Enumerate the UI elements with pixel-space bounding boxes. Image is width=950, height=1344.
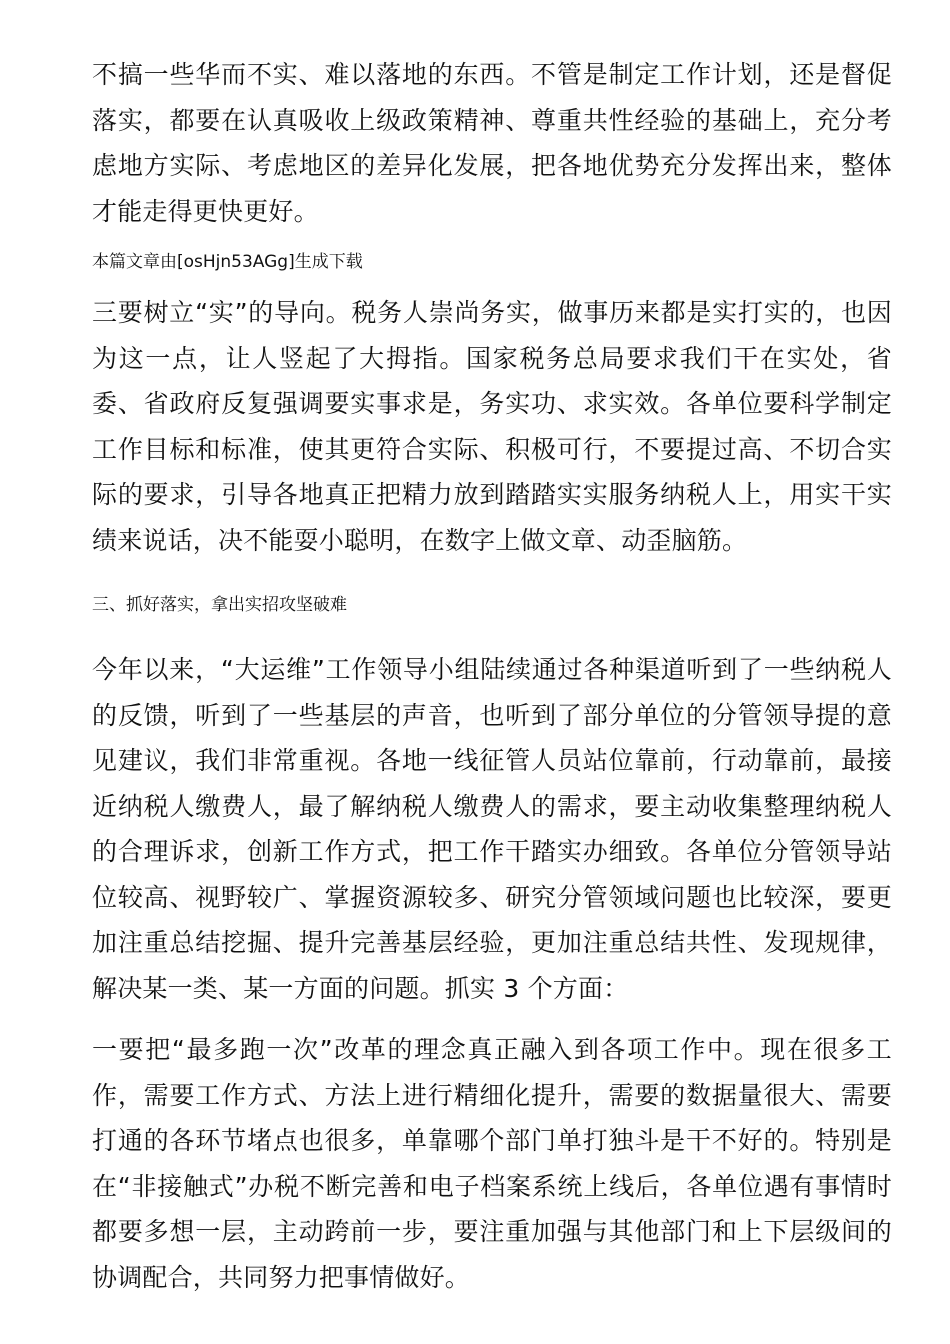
document-page: [92, 52, 892, 1300]
paragraph-intro-continuation: 不搞一些华而不实、难以落地的东西。不管是制定工作计划，还是督促落实，都要在认真吸收上级政策精神、尊重共性经验的基础上，充分考虑地方实际、考虑地区的差异化发展，把各地优势充分发挥出来，整体才能走得更快更好。: [92, 60, 892, 226]
paragraph-point-one: 一要把“最多跑一次”改革的理念真正融入到各项工作中。现在很多工作，需要工作方式、方法上进行精细化提升，需要的数据量很大、需要打通的各环节堵点也很多，单靠哪个部门单打独斗是干不好的。特别是在“非接触式”办税不断完善和电子档案系统上线后，各单位遇有事情时都要多想一层，主动跨前一步，要注重加强与其他部门和上下层级间的协调配合，共同努力把事情做好。: [92, 1035, 892, 1292]
paragraph-point-three: 三要树立“实”的导向。税务人崇尚务实，做事历来都是实打实的，也因为这一点，让人竖起了大拇指。国家税务总局要求我们干在实处，省委、省政府反复强调要实事求是，务实功、求实效。各单位要科学制定工作目标和标准，使其更符合实际、积极可行，不要提过高、不切合实际的要求，引导各地真正把精力放到踏踏实实服务纳税人上，用实干实绩来说话，决不能耍小聪明，在数字上做文章、动歪脑筋。: [92, 298, 892, 555]
download-note: 本篇文章由[osHjn53AGg]生成下载: [92, 252, 363, 272]
paragraph-section-three-intro: 今年以来，“大运维”工作领导小组陆续通过各种渠道听到了一些纳税人的反馈，听到了一些基层的声音，也听到了部分单位的分管领导提的意见建议，我们非常重视。各地一线征管人员站位靠前，行动靠前，最接近纳税人缴费人，最了解纳税人缴费人的需求，要主动收集整理纳税人的合理诉求，创新工作方式，把工作干踏实办细致。各单位分管领导站位较高、视野较广、掌握资源较多、研究分管领域问题也比较深，要更加注重总结挖掘、提升完善基层经验，更加注重总结共性、发现规律，解决某一类、某一方面的问题。抓实 3 个方面：: [92, 655, 892, 1003]
section-heading-three: 三、抓好落实，拿出实招攻坚破难: [92, 595, 347, 615]
